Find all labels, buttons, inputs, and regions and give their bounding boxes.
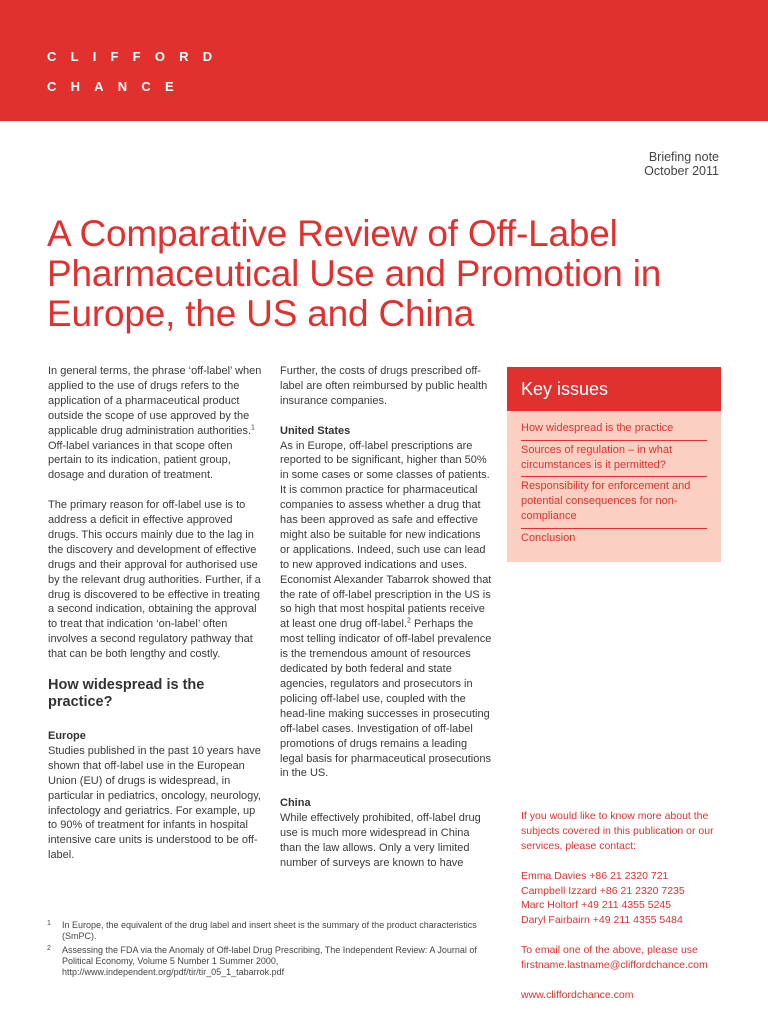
footnotes — [47, 920, 497, 980]
clifford-chance-logo — [47, 42, 226, 102]
contact-person: Daryl Fairbairn +49 211 4355 5484 — [521, 914, 683, 927]
us-text-tail: Perhaps the most telling indicator of off-label prevalence is the tremendous amount of resources dedicated by both federal and state agencies, regulators and prosecutors in policing off-label use, coupled with the head-line making successes in prosecuting off-label cases. Investigation of off-label promotions of drugs remains a leading legal basis for pharmaceutical prosecutions in the US. — [280, 618, 492, 780]
logo-line-1: CLIFFORD — [47, 49, 227, 64]
logo-line-2: CHANCE — [47, 79, 188, 94]
footnote-ref-1: 1 — [251, 423, 255, 431]
europe-heading: Europe — [48, 730, 86, 742]
key-issues-list — [507, 411, 721, 550]
key-issue-item[interactable]: How widespread is the practice — [521, 419, 707, 441]
briefing-type: Briefing note — [648, 150, 719, 164]
footnote-ref-2: 2 — [407, 617, 411, 625]
header-banner — [0, 0, 768, 121]
intro-text: In general terms, the phrase ‘off-label’ when applied to the use of drugs refers to the application of a pharmaceutical product outside the scope of use approved by the applicable drug administration authorities. — [48, 365, 262, 437]
key-issues-heading: Key issues — [507, 367, 721, 411]
contact-people — [521, 869, 741, 929]
us-heading: United States — [280, 424, 351, 437]
email-note: To email one of the above, please use firstname.lastname@cliffordchance.com — [521, 944, 708, 972]
contact-person: Marc Holtorf +49 211 4355 5245 — [521, 899, 672, 912]
text-column-1 — [48, 364, 263, 863]
briefing-info — [644, 150, 719, 178]
us-text: As in Europe, off-label prescriptions are reported to be significant, higher than 50% in some cases or some classes of patients. It is common practice for pharmaceutical companies to assess whether a drug that has been approved as safe and effective might also be suitable for new indications or applications. Indeed, such use can lead to new approved indications and uses. Economist Alexander Tabarrok showed that the rate of off-label prescription in the US is so high that most hospital patients receive at least one drug off-label. — [280, 439, 492, 631]
reason-paragraph: The primary reason for off-label use is to address a deficit in effective approved drugs. This occurs mainly due to the lag in the discovery and development of effective drugs and their approval for authorised use by the relevant drug authorities. Further, if a drug is discovered to be effective in treating a second indication, obtaining the approval to treat that indication ‘on-label’ often involves a second regulatory pathway that that can be both lengthy and costly. — [48, 499, 261, 661]
contact-person: Emma Davies +86 21 2320 721 — [521, 869, 669, 882]
footnote-1 — [47, 920, 497, 943]
website-link[interactable]: www.cliffordchance.com — [521, 988, 634, 1001]
us-paragraph — [280, 439, 492, 782]
document-title: A Comparative Review of Off-Label Pharmaceutical Use and Promotion in Europe, the US and China — [47, 213, 662, 334]
briefing-date: October 2011 — [644, 164, 719, 178]
contact-person: Campbell Izzard +86 21 2320 7235 — [521, 884, 685, 897]
intro-paragraph — [48, 364, 263, 483]
text-column-2 — [280, 364, 492, 871]
china-paragraph: While effectively prohibited, off-label drug use is much more widespread in China than the law allows. Only a very limited number of surveys are known to have — [280, 812, 481, 869]
costs-paragraph: Further, the costs of drugs prescribed off-label are often reimbursed by public health insurance companies. — [280, 365, 488, 407]
europe-paragraph: Studies published in the past 10 years have shown that off-label use in the European Union (EU) of drugs is widespread, in particular in pediatrics, oncology, neurology, infectology and geriatrics. For example, up to 90% of treatment for infants in hospital intensive care units is understood to be off-label. — [48, 744, 261, 862]
key-issues-box — [507, 367, 721, 562]
key-issue-item[interactable]: Responsibility for enforcement and potential consequences for non-compliance — [521, 477, 707, 528]
contact-block — [521, 809, 741, 1018]
footnote-2 — [47, 945, 497, 979]
intro-text-tail: Off-label variances in that scope often pertain to its indication, patient group, dosage and duration of treatment. — [48, 439, 233, 482]
section-heading: How widespread is the practice? — [48, 677, 205, 710]
key-issue-item[interactable]: Conclusion — [521, 531, 576, 544]
footnote-number: 1 — [47, 920, 51, 927]
key-issue-item[interactable]: Sources of regulation – in what circumstances is it permitted? — [521, 441, 707, 478]
china-heading: China — [280, 797, 311, 810]
footnote-text: Assessing the FDA via the Anomaly of Off-label Drug Prescribing, The Independent Review: A Journal of Political Economy, Volume 5 Number 1 Summer 2000, http://www.independent.org/pdf/tir/tir_05_1_tabarrok.pdf — [62, 944, 477, 978]
contact-intro: If you would like to know more about the subjects covered in this publication or our services, please contact: — [521, 810, 714, 852]
footnote-text: In Europe, the equivalent of the drug label and insert sheet is the summary of the product characteristics (SmPC). — [62, 920, 477, 942]
footnote-number: 2 — [47, 944, 51, 952]
